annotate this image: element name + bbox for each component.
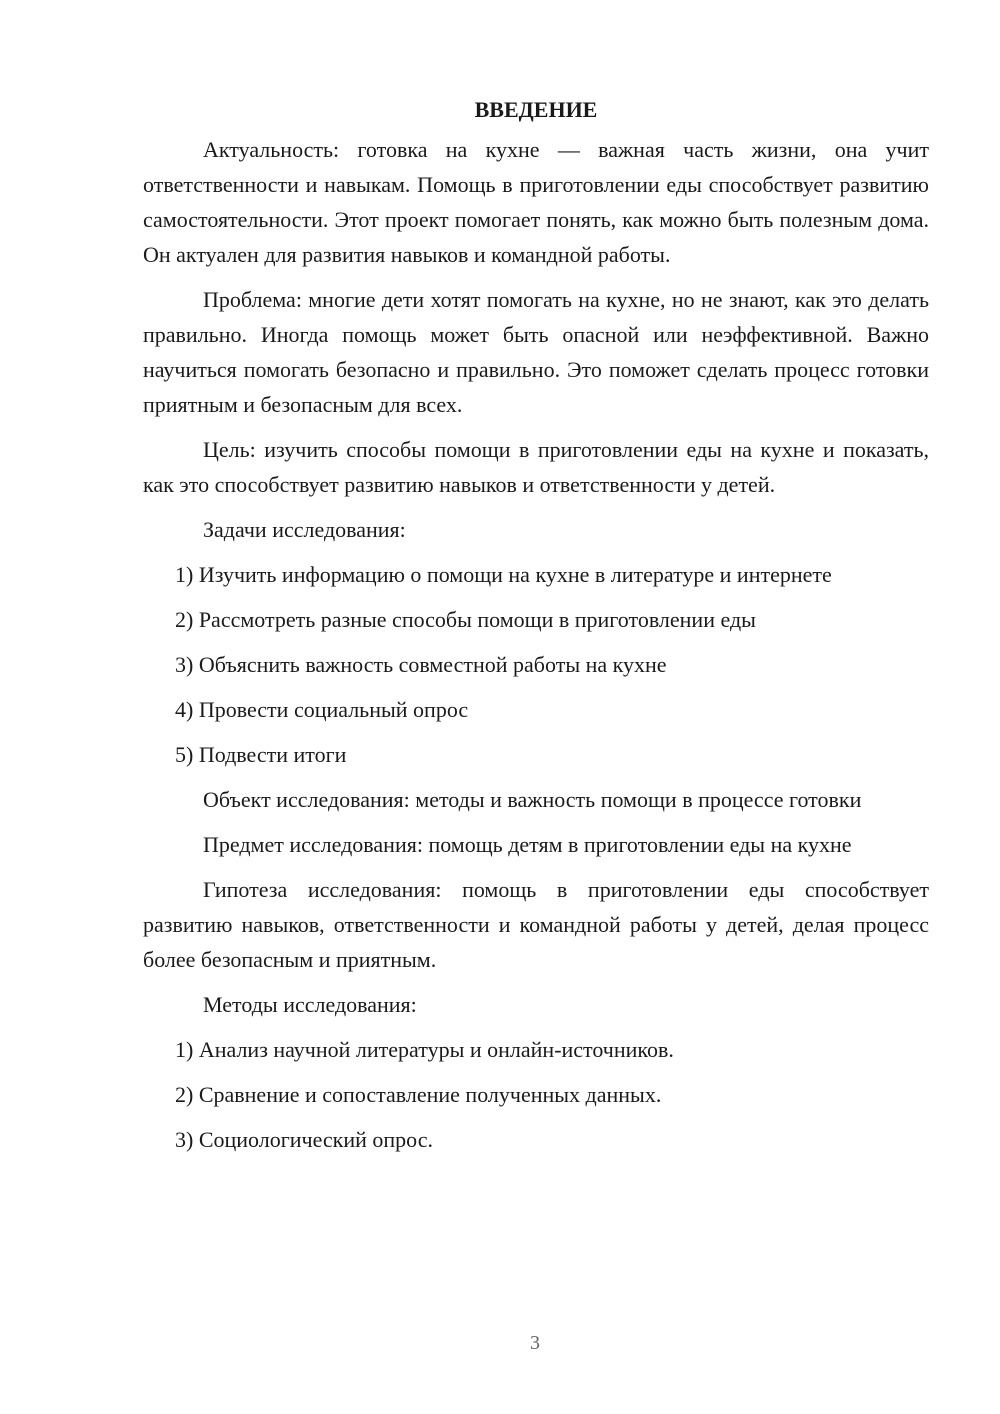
task-item: 4) Провести социальный опрос: [175, 697, 469, 722]
object-paragraph: Объект исследования: методы и важность помощи в процессе готовки: [203, 787, 862, 812]
relevance-paragraph: Актуальность: готовка на кухне — важная часть жизни, она учит ответственности и навыкам. Помощь в приготовлении еды способствует развитию самостоятельности. Этот проект помогает понять, как можно быть полезным дома. Он актуален для развития навыков и командной работы.: [143, 137, 929, 267]
task-item: 1) Изучить информацию о помощи на кухне в литературе и интернете: [175, 562, 832, 587]
tasks-list: [143, 557, 929, 772]
goal-paragraph: Цель: изучить способы помощи в приготовлении еды на кухне и показать, как это способствует развитию навыков и ответственности у детей.: [143, 437, 929, 497]
task-item: 3) Объяснить важность совместной работы на кухне: [175, 652, 667, 677]
section-title: ВВЕДЕНИЕ: [474, 97, 598, 122]
page-number: 3: [530, 1332, 540, 1354]
method-item: 2) Сравнение и сопоставление полученных данных.: [175, 1082, 662, 1107]
methods-heading: Методы исследования:: [203, 992, 417, 1017]
method-item: 1) Анализ научной литературы и онлайн-источников.: [175, 1037, 674, 1062]
task-item: 5) Подвести итоги: [175, 742, 347, 767]
methods-list: [143, 1032, 929, 1157]
subject-paragraph: Предмет исследования: помощь детям в приготовлении еды на кухне: [203, 832, 852, 857]
task-item: 2) Рассмотреть разные способы помощи в приготовлении еды: [175, 607, 756, 632]
tasks-heading: Задачи исследования:: [203, 517, 406, 542]
document-page: [143, 92, 929, 1167]
problem-paragraph: Проблема: многие дети хотят помогать на кухне, но не знают, как это делать правильно. Иногда помощь может быть опасной или неэффективной. Важно научиться помогать безопасно и правильно. Это поможет сделать процесс готовки приятным и безопасным для всех.: [143, 287, 929, 417]
method-item: 3) Социологический опрос.: [175, 1127, 433, 1152]
hypothesis-paragraph: Гипотеза исследования: помощь в приготовлении еды способствует развитию навыков, ответственности и командной работы у детей, делая процесс более безопасным и приятным.: [143, 877, 929, 972]
